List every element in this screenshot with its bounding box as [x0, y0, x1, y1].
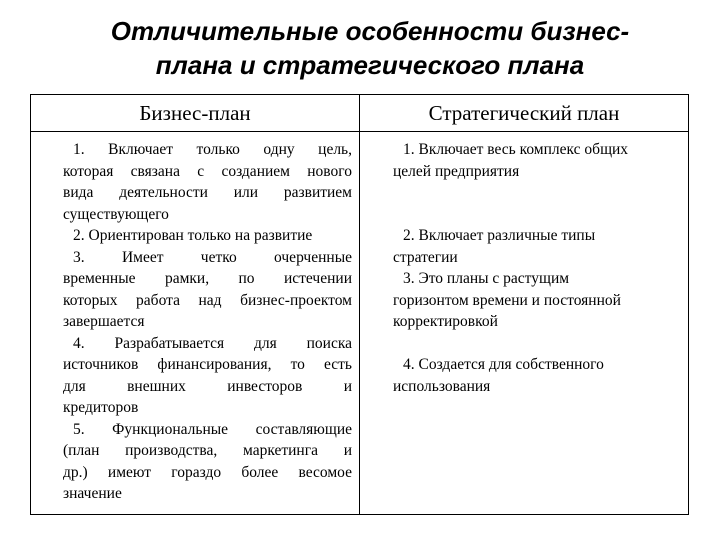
list-item-line: 3. Имеет четко очерченные — [73, 248, 352, 266]
list-item-line: завершается — [63, 313, 145, 330]
list-item-line: временные рамки, по истечении — [63, 270, 352, 287]
list-item-line: кредиторов — [63, 399, 139, 416]
strategic-plan-column — [393, 139, 673, 397]
list-item-line: 2. Включает различные типы — [403, 227, 596, 244]
business-plan-item-3 — [63, 247, 352, 333]
list-item-line: источников финансирования, то есть — [63, 356, 352, 373]
list-item-line: 1. Включает весь комплекс общих — [403, 141, 629, 158]
business-plan-item-2: 2. Ориентирован только на развитие — [73, 227, 313, 244]
header-divider — [31, 131, 688, 132]
slide-title-line-2: плана и стратегического плана — [155, 50, 585, 80]
list-item-line: горизонтом времени и постоянной — [393, 291, 621, 309]
strategic-plan-item-1 — [393, 139, 673, 182]
list-item-line: 4. Создается для собственного — [403, 356, 604, 373]
list-item-line: 1. Включает только одну цель, — [73, 141, 352, 158]
list-item-line: 3. Это планы с растущим — [403, 270, 570, 287]
business-plan-item-4 — [63, 333, 352, 419]
list-item-line: 5. Функциональные составляющие — [73, 420, 352, 438]
business-plan-item-5 — [63, 419, 352, 505]
business-plan-column — [63, 139, 352, 505]
slide-title-line-1: Отличительные особенности бизнес- — [110, 16, 630, 46]
list-item-line: значение — [63, 485, 122, 502]
list-item-line: корректировкой — [393, 313, 498, 330]
list-item-line: которая связана с созданием нового — [63, 162, 352, 180]
comparison-table — [30, 94, 689, 515]
list-item-line: для внешних инвесторов и — [63, 377, 352, 395]
list-item-line: использования — [393, 377, 491, 395]
list-item-line: существующего — [63, 205, 169, 223]
header-strategic-plan: Стратегический план — [428, 100, 620, 125]
list-item-line: стратегии — [393, 248, 458, 266]
strategic-plan-item-3 — [393, 268, 673, 333]
header-business-plan: Бизнес-план — [139, 100, 251, 125]
strategic-plan-item-4 — [393, 354, 673, 397]
column-divider — [359, 95, 360, 514]
list-item-line: 4. Разрабатывается для поиска — [73, 334, 352, 352]
list-item-line: (план производства, маркетинга и — [63, 442, 352, 459]
list-item-line: др.) имеют гораздо более весомое — [63, 463, 352, 481]
list-item-line: целей предприятия — [393, 162, 520, 180]
list-item-line: которых работа над бизнес-проектом — [63, 291, 352, 309]
strategic-plan-item-2 — [393, 225, 673, 268]
list-item-line: вида деятельности или развитием — [63, 184, 352, 201]
slide-title — [60, 14, 680, 82]
business-plan-item-1 — [63, 139, 352, 225]
